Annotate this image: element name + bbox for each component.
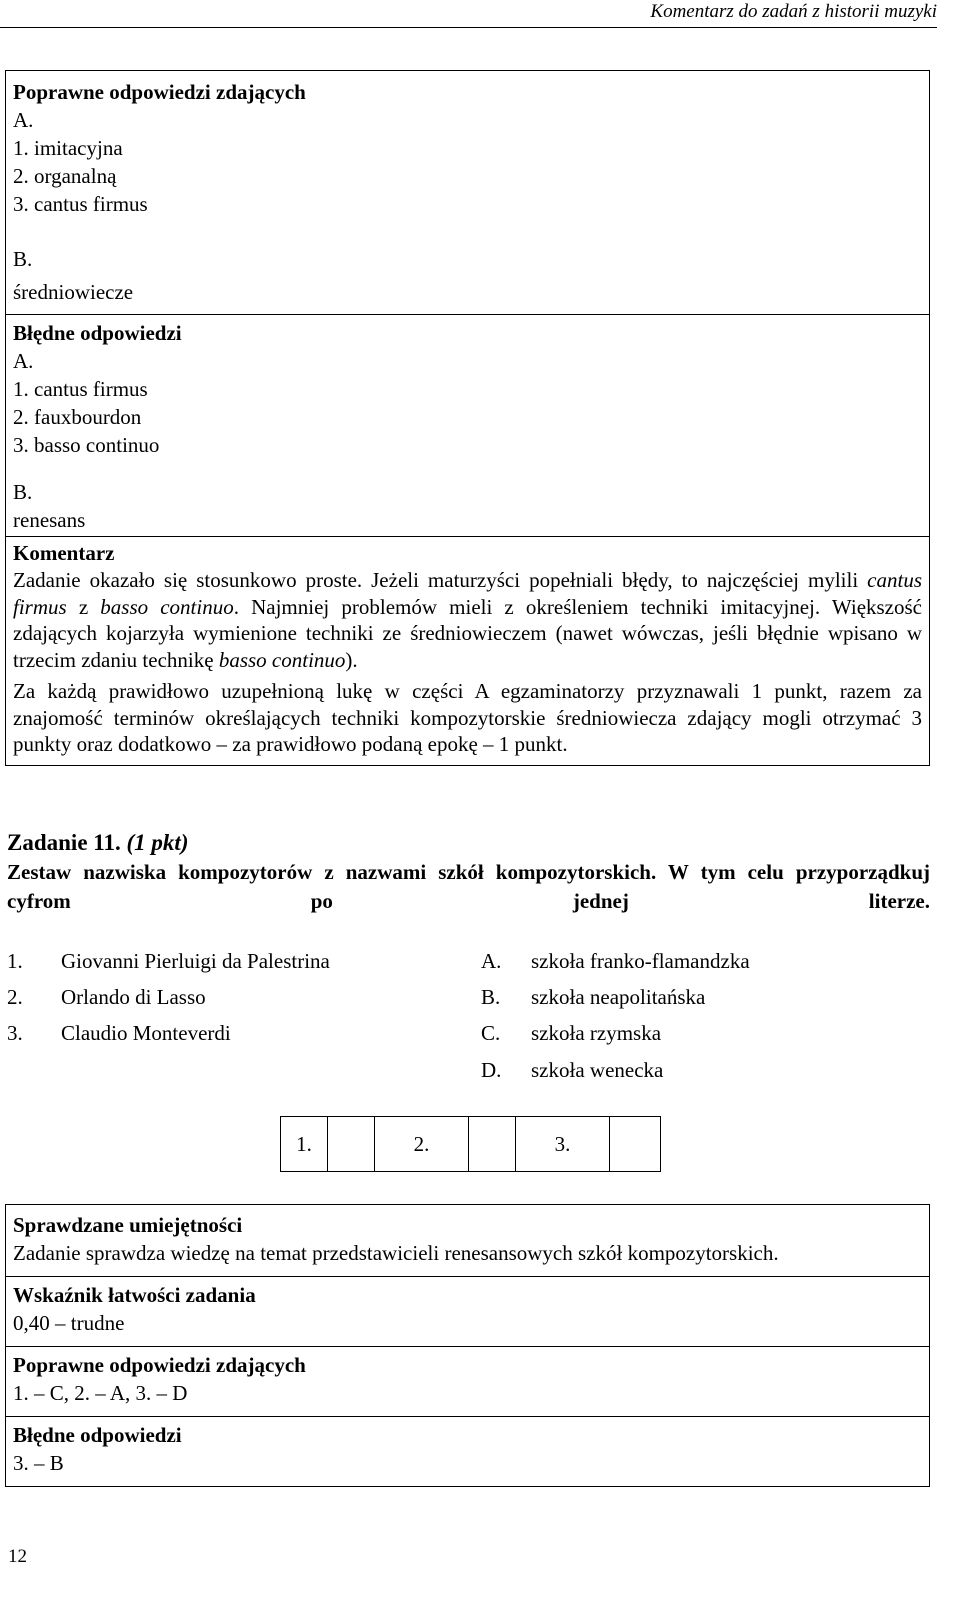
wrong-b-value: renesans bbox=[13, 508, 86, 532]
ease-value: 0,40 – trudne bbox=[13, 1311, 125, 1335]
correct-b-value: średniowiecze bbox=[13, 280, 134, 304]
answer-label: 1. bbox=[281, 1117, 328, 1171]
composer-name: Claudio Monteverdi bbox=[61, 1021, 231, 1045]
answers-box-task-11 bbox=[5, 1204, 930, 1487]
task-instruction-text: Zestaw nazwiska kompozytorów z nazwami szkół kompozytorskich. W tym celu przyporządkuj cyfrom po jednej literze. bbox=[7, 860, 930, 913]
answer-box[interactable] bbox=[610, 1117, 660, 1171]
correct-a-item: 2. organalną bbox=[13, 164, 117, 188]
answer-label: 2. bbox=[375, 1117, 469, 1171]
answer-box[interactable] bbox=[469, 1117, 516, 1171]
composer-name: Giovanni Pierluigi da Palestrina bbox=[61, 949, 330, 973]
task-instruction bbox=[7, 858, 930, 916]
wrong-answers-section bbox=[6, 315, 929, 537]
school-name: szkoła neapolitańska bbox=[531, 985, 706, 1009]
answers-box-task-10 bbox=[5, 70, 930, 766]
school-name: szkoła franko-flamandzka bbox=[531, 949, 750, 973]
correct-a-item: 1. imitacyjna bbox=[13, 136, 123, 160]
wrong-a-label: A. bbox=[13, 349, 34, 373]
composer-name: Orlando di Lasso bbox=[61, 985, 206, 1009]
correct-answers-section bbox=[6, 1347, 929, 1417]
term-cantus-firmus: cantus firmus bbox=[13, 568, 922, 619]
correct-b-label: B. bbox=[13, 247, 33, 271]
skills-section bbox=[6, 1205, 929, 1277]
correct-a-label: A. bbox=[13, 108, 34, 132]
wrong-answers-heading: Błędne odpowiedzi bbox=[13, 321, 182, 345]
comment-heading: Komentarz bbox=[13, 541, 115, 565]
correct-answers-heading: Poprawne odpowiedzi zdających bbox=[13, 1353, 306, 1377]
page-number: 12 bbox=[8, 1546, 27, 1567]
answer-box[interactable] bbox=[328, 1117, 375, 1171]
school-name: szkoła rzymska bbox=[531, 1021, 662, 1045]
composer-number: 3. bbox=[7, 1021, 23, 1045]
term-basso-continuo: basso continuo bbox=[100, 594, 234, 619]
task-title bbox=[7, 828, 188, 858]
correct-answers-section bbox=[6, 71, 929, 315]
comment-text: Zadanie okazało się stosunkowo proste. Jeżeli maturzyści popełniali błędy, to najczęściej mylili bbox=[13, 568, 868, 592]
skills-heading: Sprawdzane umiejętności bbox=[13, 1213, 243, 1237]
wrong-a-item: 3. basso continuo bbox=[13, 433, 160, 457]
correct-answers-value: 1. – C, 2. – A, 3. – D bbox=[13, 1381, 188, 1405]
task-points: (1 pkt) bbox=[126, 830, 189, 855]
wrong-answers-heading: Błędne odpowiedzi bbox=[13, 1423, 182, 1447]
school-name: szkoła wenecka bbox=[531, 1058, 664, 1082]
answer-grid bbox=[280, 1116, 661, 1172]
composer-number: 1. bbox=[7, 949, 23, 973]
page-header bbox=[0, 0, 937, 28]
school-letter: B. bbox=[481, 985, 501, 1009]
answer-label: 3. bbox=[516, 1117, 610, 1171]
ease-heading: Wskaźnik łatwości zadania bbox=[13, 1283, 256, 1307]
comment-text: ). bbox=[345, 648, 358, 673]
wrong-answers-value: 3. – B bbox=[13, 1451, 64, 1475]
school-letter: A. bbox=[481, 949, 502, 973]
task-number: Zadanie 11. bbox=[7, 830, 121, 855]
comment-section bbox=[6, 537, 929, 767]
school-letter: C. bbox=[481, 1021, 501, 1045]
term-basso-continuo: basso continuo bbox=[218, 648, 346, 673]
composer-number: 2. bbox=[7, 985, 23, 1009]
ease-section bbox=[6, 1277, 929, 1347]
header-title: Komentarz do zadań z historii muzyki bbox=[650, 1, 937, 22]
correct-answers-heading: Poprawne odpowiedzi zdających bbox=[13, 80, 306, 104]
wrong-a-item: 2. fauxbourdon bbox=[13, 405, 142, 429]
skills-text: Zadanie sprawdza wiedzę na temat przedstawicieli renesansowych szkół kompozytorskich. bbox=[13, 1241, 779, 1265]
comment-paragraph-2: Za każdą prawidłowo uzupełnioną lukę w części A egzaminatorzy przyznawali 1 punkt, razem za znajomość terminów określających techniki kompozytorskie średniowiecza zdający mogli otrzymać 3 punkty oraz dodatkowo – za prawidłowo podaną epokę – 1 punkt. bbox=[13, 679, 922, 757]
comment-paragraph-1 bbox=[13, 567, 922, 674]
wrong-a-item: 1. cantus firmus bbox=[13, 377, 148, 401]
comment-text: . Najmniej problemów mieli z określeniem techniki imitacyjnej. Większość zdających kojarzyła wymienione techniki ze średniowieczem (nawet wówczas, jeśli błędnie wpisano w trzecim zdaniu technikę bbox=[13, 594, 922, 673]
school-letter: D. bbox=[481, 1058, 502, 1082]
wrong-b-label: B. bbox=[13, 480, 33, 504]
correct-a-item: 3. cantus firmus bbox=[13, 192, 148, 216]
comment-text: z bbox=[66, 594, 101, 619]
wrong-answers-section bbox=[6, 1417, 929, 1488]
